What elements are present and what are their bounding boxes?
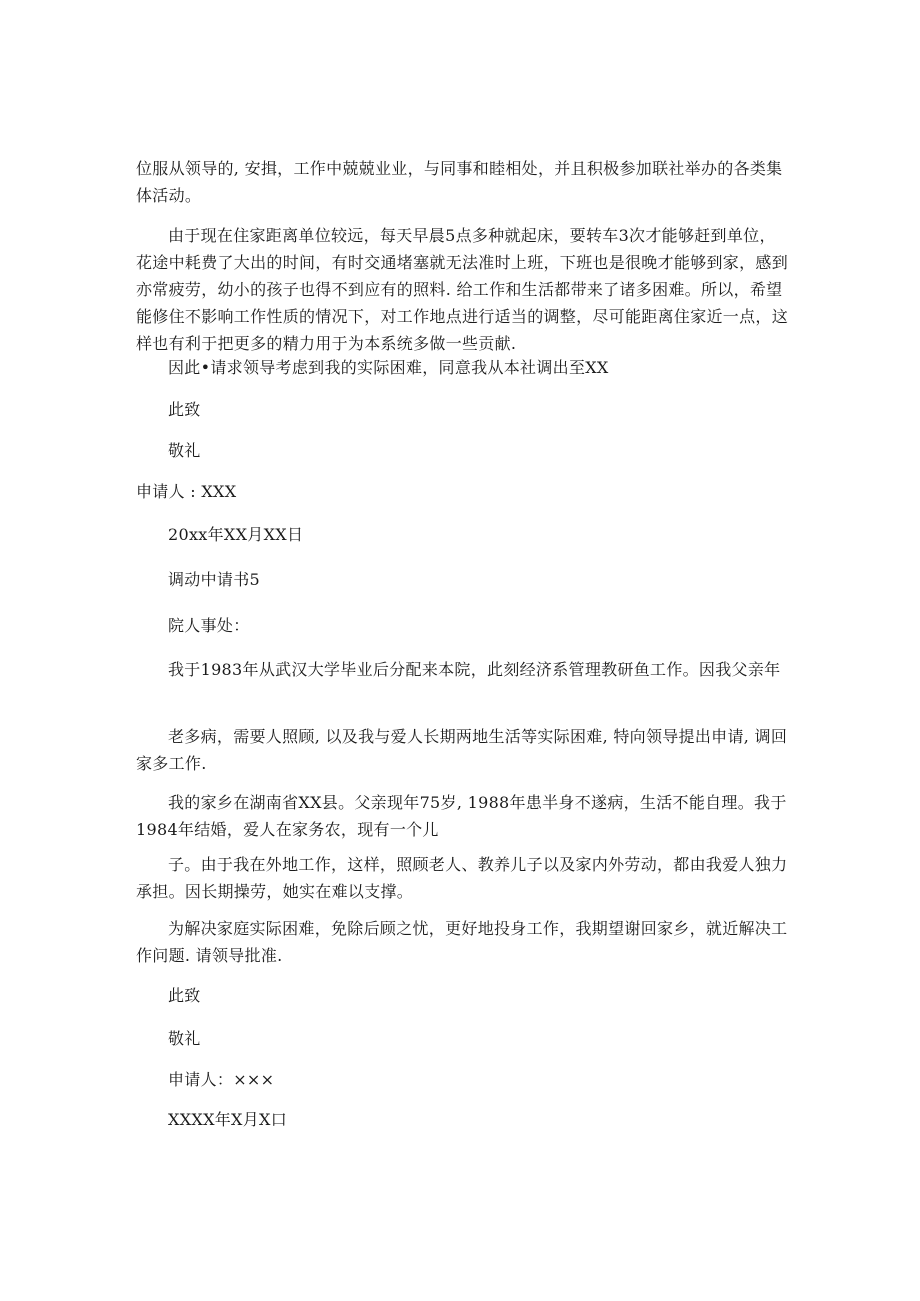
paragraph-commute-difficulty: 由于现在住家距离单位较远，每天早晨5点多种就起床，要转车3次才能够赶到单位，花途中耗费了大出的时间，有时交通堵塞就无法准时上班，下班也是很晚才能够到家，感到亦常疲劳，幼小的孩子也得不到应有的照料. 给工作和生活都带来了诸多困难。所以，希望能修住不影响工作性质的情况下，对工作地点进行适当的调整，尽可能距离住家近一点，这样也有利于把更多的精力用于为本系统多做一些贡献.: [136, 226, 789, 353]
paragraph-burden: 子。由于我在外地工作，这样，照顾老人、教养儿子以及家内外劳动，都由我爱人独力承担。因长期操劳，她实在难以支撑。: [136, 855, 788, 901]
paragraph-transfer-request: 因此•请求领导考虑到我的实际困难，同意我从本社调出至XX: [168, 358, 609, 377]
closing-cizhi-2: 此致: [168, 986, 201, 1005]
paragraph-reason: 老多病，需要人照顾, 以及我与爱人长期两地生活等实际困难, 特向领导提出申请, 调回家多工作.: [136, 727, 788, 773]
applicant-line-1: 申请人 : XXX: [136, 482, 237, 501]
date-line-2: XXXX年X月X口: [168, 1110, 288, 1129]
paragraph-request: 为解决家庭实际困难，免除后顾之忧，更好地投身工作，我期望谢回家乡，就近解决工作问题. 请领导批准.: [136, 919, 788, 965]
closing-cizhi-1: 此致: [168, 400, 201, 419]
date-line-1: 20xx年XX月XX日: [168, 525, 304, 544]
applicant-line-2: 申请人：×××: [168, 1070, 275, 1089]
paragraph-family: 我的家乡在湖南省XX县。父亲现年75岁, 1988年患半身不遂病，生活不能自理。我于1984年结婚，爱人在家务农，现有一个儿: [136, 793, 787, 839]
closing-jingli-2: 敬礼: [168, 1029, 201, 1048]
letter-title-5: 调动中请书5: [168, 570, 260, 589]
paragraph-work-attitude: 位服从领导的, 安揖，工作中兢兢业业，与同事和睦相处，并且积极参加联社举办的各类集体活动。: [136, 159, 783, 205]
closing-jingli-1: 敬礼: [168, 441, 201, 460]
recipient-line: 院人事处：: [168, 616, 250, 635]
paragraph-background: 我于1983年从武汉大学毕业后分配来本院，此刻经济系管理教研鱼工作。因我父亲年: [168, 660, 781, 679]
